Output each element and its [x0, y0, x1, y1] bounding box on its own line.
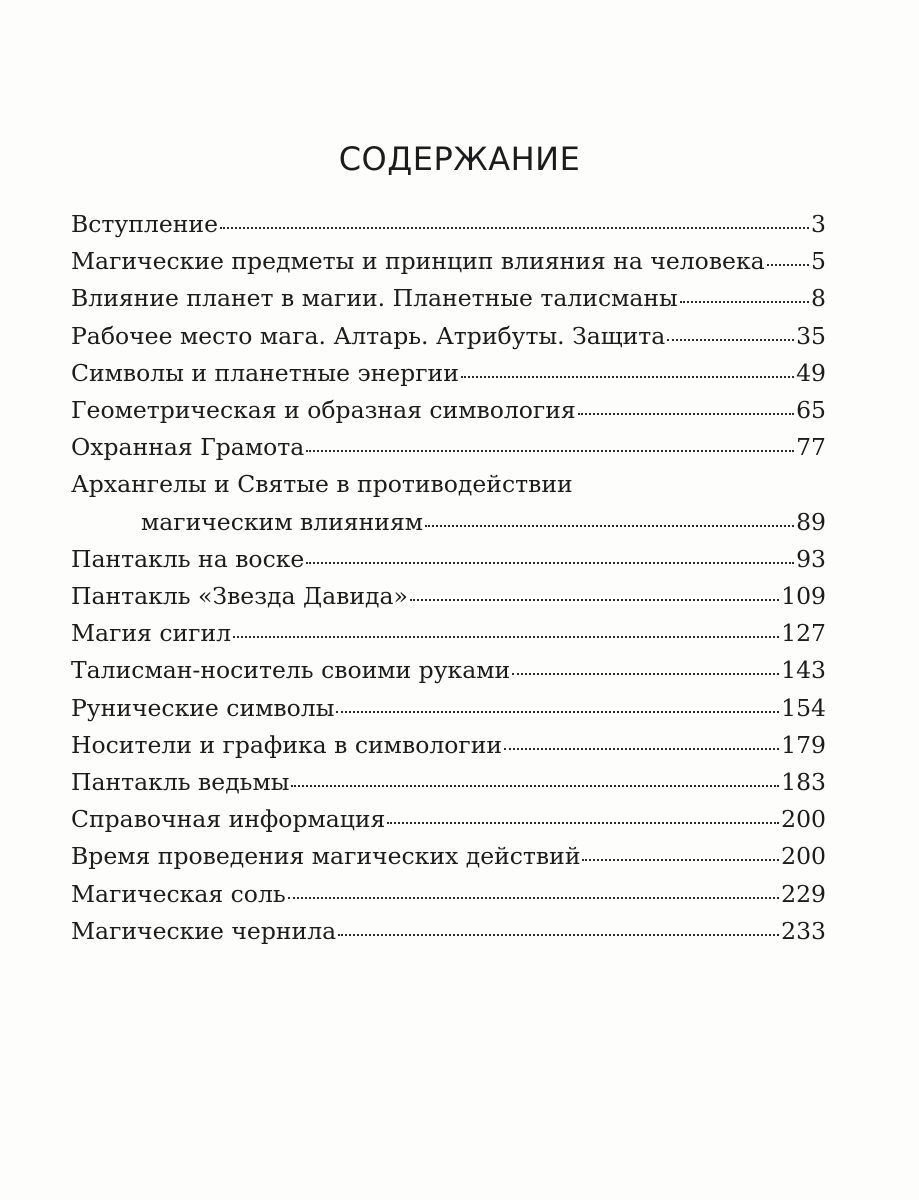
toc-entry-title: Пантакль ведьмы [71, 768, 290, 797]
toc-entry-title: Влияние планет в магии. Планетные талисманы [71, 284, 678, 313]
toc-entry-page: 109 [781, 582, 826, 611]
toc-entry [71, 690, 826, 727]
toc-entry [71, 429, 826, 466]
toc-entry-page: 127 [781, 619, 826, 648]
toc-entry-title: Охранная Грамота [71, 433, 305, 462]
toc-entry-title: Магическая соль [71, 879, 286, 908]
toc-entry-page: 143 [781, 656, 826, 685]
toc-entry [71, 764, 826, 801]
toc-entry-page: 8 [811, 284, 826, 313]
toc-entry-page: 5 [811, 247, 826, 276]
dot-leader [512, 673, 779, 675]
dot-leader [425, 525, 794, 527]
toc-entry-title: Пантакль на воске [71, 544, 305, 573]
toc-entry-page: 77 [796, 433, 826, 462]
toc-entry-page: 65 [796, 396, 826, 425]
dot-leader [336, 711, 779, 713]
toc-entry-title: Рунические символы [71, 693, 335, 722]
toc-entry [71, 876, 826, 913]
dot-leader [288, 897, 779, 899]
dot-leader [306, 562, 794, 564]
toc-entry-title: Магические предметы и принцип влияния на человека [71, 247, 765, 276]
toc-entry [71, 541, 826, 578]
toc-entry-page: 200 [781, 805, 826, 834]
toc-entry-page: 35 [796, 321, 826, 350]
dot-leader [306, 450, 794, 452]
dot-leader [387, 822, 779, 824]
toc-entry [71, 913, 826, 950]
toc-entry-page: 93 [796, 544, 826, 573]
toc-entry [71, 206, 826, 243]
page-title: СОДЕРЖАНИЕ [338, 140, 581, 178]
table-of-contents [71, 206, 826, 950]
toc-entry-page: 154 [781, 693, 826, 722]
dot-leader [291, 785, 779, 787]
toc-entry-title: Пантакль «Звезда Давида» [71, 582, 408, 611]
toc-entry-title: Вступление [71, 210, 218, 238]
toc-entry [71, 727, 826, 764]
toc-entry [71, 838, 826, 875]
toc-entry [71, 578, 826, 615]
toc-entry-title: Справочная информация [71, 805, 386, 834]
toc-entry-title: Талисман-носитель своими руками [71, 656, 511, 685]
toc-entry [71, 243, 826, 280]
dot-leader [504, 748, 779, 750]
toc-entry [71, 318, 826, 355]
toc-entry [71, 801, 826, 838]
dot-leader [410, 599, 779, 601]
dot-leader [767, 264, 809, 266]
toc-entry-title: Геометрическая и образная симвология [71, 396, 576, 425]
toc-entry-page: 233 [781, 916, 826, 945]
dot-leader [680, 301, 809, 303]
toc-entry [71, 392, 826, 429]
toc-entry-title: Символы и планетные энергии [71, 358, 459, 387]
toc-entry-page: 3 [811, 210, 826, 238]
toc-entry-page: 200 [781, 842, 826, 871]
toc-entry-title: Магия сигил [71, 619, 232, 648]
toc-entry [71, 504, 826, 541]
toc-entry-title: Время проведения магических действий [71, 842, 581, 871]
toc-entry [71, 280, 826, 317]
toc-entry-page: 183 [781, 768, 826, 797]
toc-entry [71, 615, 826, 652]
dot-leader [582, 859, 779, 861]
dot-leader [461, 376, 794, 378]
toc-entry-title: Носители и графика в символогии [71, 730, 503, 759]
toc-entry-title: Рабочее место мага. Алтарь. Атрибуты. Защита [71, 321, 666, 350]
toc-entry [71, 652, 826, 689]
toc-entry-title: Магические чернила [71, 916, 337, 945]
toc-entry-page: 179 [781, 730, 826, 759]
toc-entry-title-continued: магическим влияниям [141, 507, 424, 536]
toc-entry [71, 355, 826, 392]
toc-entry-title-first-line: Архангелы и Святые в противодействии [71, 470, 573, 499]
dot-leader [667, 339, 794, 341]
dot-leader [578, 413, 794, 415]
dot-leader [233, 636, 779, 638]
toc-entry-page: 229 [781, 879, 826, 908]
toc-entry-page: 89 [796, 507, 826, 536]
dot-leader [220, 227, 809, 229]
toc-entry-page: 49 [796, 358, 826, 387]
dot-leader [338, 934, 779, 936]
